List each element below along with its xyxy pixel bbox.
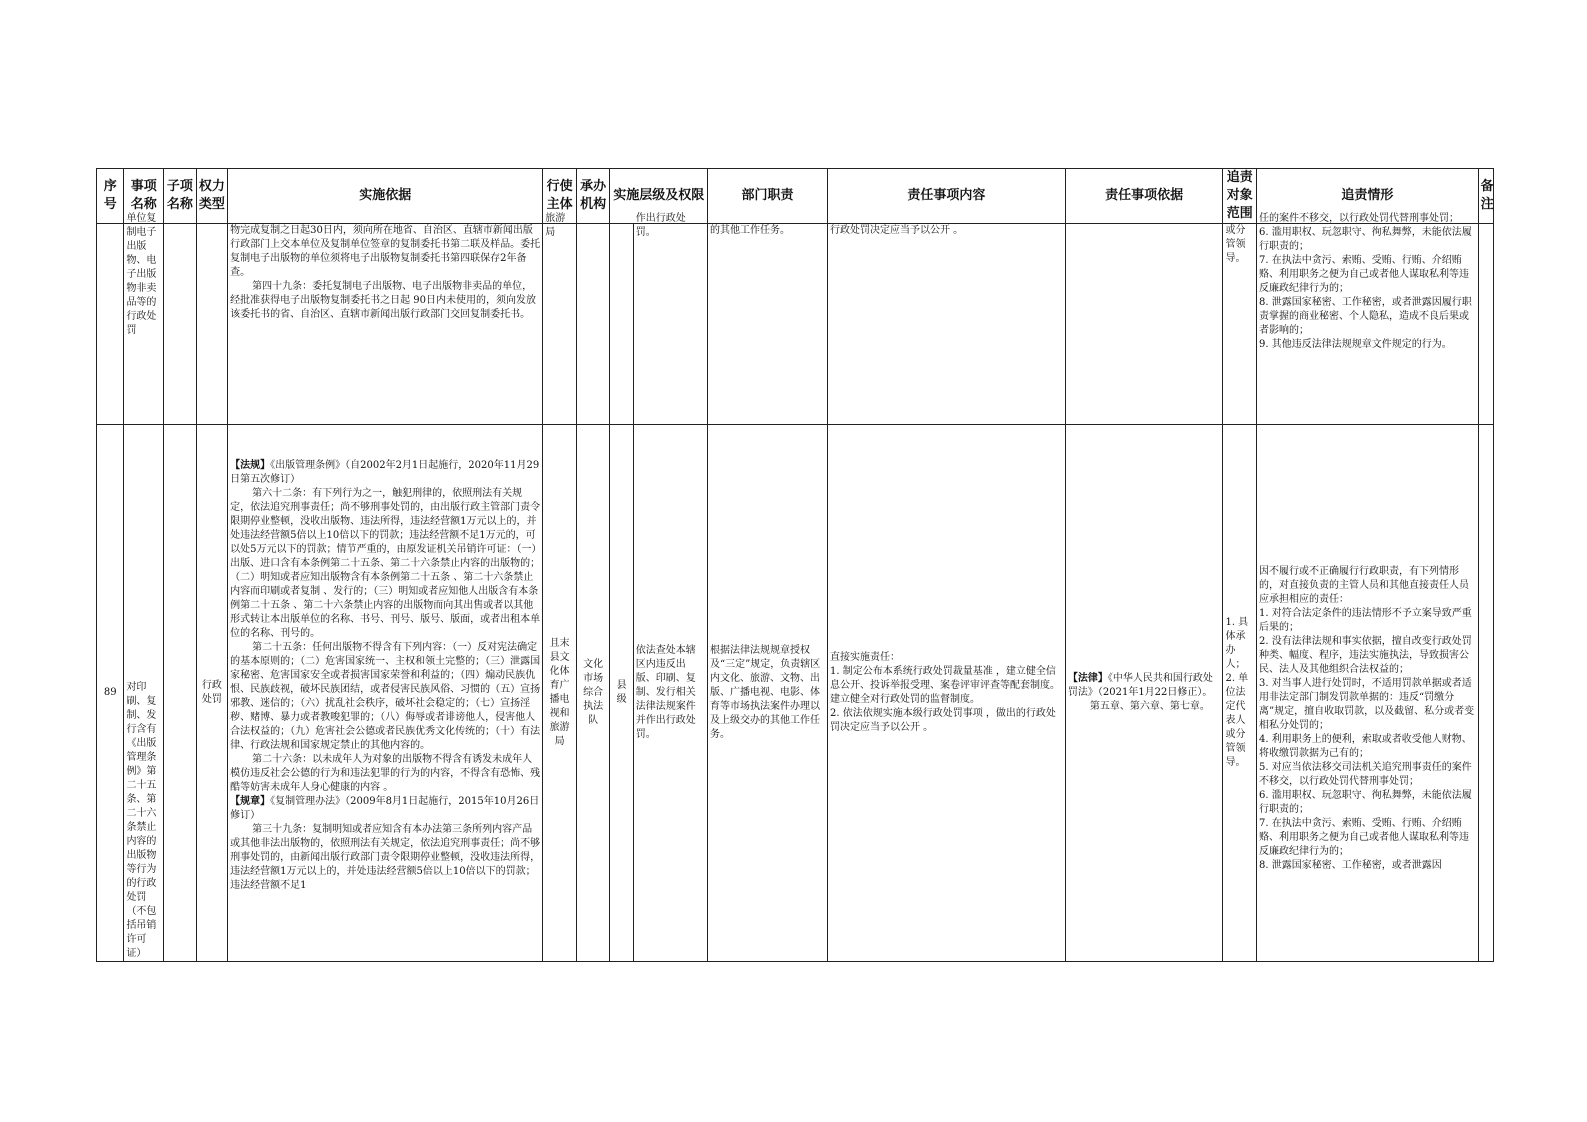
table-row (97, 425, 1494, 962)
cell-cases (1257, 425, 1479, 962)
basis-paragraph: 【法规】《出版管理条例》（自2002年2月1日起施行，2020年11月29日第五次修订） (230, 460, 540, 485)
cell-sub-item (164, 425, 197, 962)
scope-text: 或分管领导。 (1225, 225, 1246, 264)
header-basis: 实施依据 (228, 169, 543, 224)
duty-text: 根据法律法规规章授权及“三定”规定，负责辖区内文化、旅游、文物、出版、广播电视、电影、体育等市场执法案件办理以及上级交办的其他工作任务。 (710, 645, 821, 740)
cell-org (576, 224, 610, 425)
responsibility-table (96, 168, 1494, 962)
cell-item-name (124, 213, 164, 425)
cell-power-type (196, 224, 228, 425)
header-duty: 部门职责 (708, 169, 828, 224)
cell-basis (228, 224, 543, 425)
cell-duty (708, 224, 828, 425)
cell-resp (827, 224, 1065, 425)
header-cases: 追责情形 (1257, 169, 1479, 224)
basis-paragraph: 第四十九条：委托复制电子出版物、电子出版物非卖品的单位，经批准获得电子出版物复制委托书之日起 90日内未使用的，须向发放该委托书的省、自治区、直辖市新闻出版行政部门交回复制委托书。 (230, 281, 537, 320)
cell-remark (1478, 425, 1493, 962)
org-text: 文化市场综合执法队 (583, 659, 604, 726)
basis-tag: 【规章】 (230, 796, 271, 807)
header-subject: 行使主体 (543, 169, 577, 224)
basis-paragraph: 第二十五条：任何出版物不得含有下列内容：（一）反对宪法确定的基本原则的；（二）危害国家统一、主权和领土完整的；（三）泄露国家秘密、危害国家安全或者损害国家荣誉和利益的；（四）煽动民族仇恨、民族歧视，破坏民族团结，或者侵害民族风俗、习惯的（五）宣扬邪教、迷信的；（六）扰乱社会秩序，破坏社会稳定的；（七）宣扬淫秽、赌博、暴力或者教唆犯罪的；（八）侮辱或者诽谤他人，侵害他人合法权益的；（九）危害社会公德或者民族优秀文化传统的；（十）有法律、行政法规和国家规定禁止的其他内容的。 (230, 642, 541, 751)
cell-resp-basis (1065, 425, 1223, 962)
tier-text: 县级 (616, 680, 627, 705)
cell-duty (708, 425, 828, 962)
responsibility-table-sheet (96, 168, 1494, 957)
header-item-name: 事项名称 (124, 169, 164, 224)
scope-text: 1. 具体承办人； 2. 单位法定代表人或分管领导。 (1225, 617, 1249, 768)
resp-basis-tag: 【法律】 (1067, 673, 1108, 684)
header-resp: 责任事项内容 (827, 169, 1065, 224)
item-name-text: 单位复制电子出版物、电子出版物非卖品等的行政处罚 (126, 213, 157, 336)
power-type-text: 行政处罚 (201, 680, 222, 705)
table-row (97, 224, 1494, 425)
header-sub-item: 子项名称 (164, 169, 197, 224)
cell-level (633, 213, 707, 425)
cell-tier (610, 425, 633, 962)
cell-resp (827, 425, 1065, 962)
cell-level (633, 425, 707, 962)
basis-paragraph: 第三十九条：复制明知或者应知含有本办法第三条所列内容产品或其他非法出版物的，依照刑法有关规定，依法追究刑事责任；尚不够刑事处罚的，由新闻出版行政部门责令限期停业整顿，没收违法所得，违法经营额1万元以上的，并处违法经营额5倍以上10倍以下的罚款；违法经营额不足1 (230, 824, 541, 891)
cell-remark (1478, 224, 1493, 425)
cell-sub-item (164, 224, 197, 425)
basis-tag: 【法规】 (230, 460, 271, 471)
item-name-text: 对印刷、复制、发行含有《出版管理条例》第二十五条、第二十六条禁止内容的出版物等行为的行政处罚（不包括吊销许可证） (126, 682, 157, 959)
header-power-type: 权力类型 (196, 169, 228, 224)
header-scope: 追责对象范围 (1223, 169, 1257, 224)
level-text: 作出行政处罚。 (635, 213, 686, 238)
level-text: 依法查处本辖区内违反出版、印刷、复制、发行相关法律法规案件并作出行政处罚。 (635, 645, 696, 740)
cases-text: 因不履行或不正确履行行政职责，有下列情形的，对直接负责的主管人员和其他直接责任人员应承担相应的责任： 1. 对符合法定条件的违法情形不予立案导致严重后果的； 2. 没有法律法规和事实依据，擅自改变行政处罚种类、幅度、程序，违法实施执法，导致损害公民、法人及其他组织合法权益的； 3. 对当事人进行处罚时，不适用罚款单据或者适用非法定部门制发罚款单据的：违反“罚缴分离”规定，擅自收取罚款，以及截留、私分或者变相私分处罚的； 4. 利用职务上的便利，索取或者收受他人财物、将收缴罚款据为己有的； 5. 对应当依法移交司法机关追究刑事责任的案件不移交，以行政处罚代替刑事处罚； 6. 滥用职权、玩忽职守、徇私舞弊，未能依法履行职责的； 7. 在执法中贪污、索贿、受贿、行贿、介绍贿赂、利用职务之便为自己或者他人谋取私利等违反廉政纪律行为的； 8. 泄露国家秘密、工作秘密，或者泄露因 (1259, 566, 1475, 871)
resp-text: 行政处罚决定应当予以公开 。 (829, 225, 964, 236)
header-remark: 备注 (1478, 169, 1493, 224)
cell-subject (543, 425, 577, 962)
cell-resp-basis (1065, 224, 1223, 425)
cell-no (97, 425, 124, 962)
subject-text: 旅游局 (545, 213, 566, 238)
cell-scope (1223, 224, 1257, 425)
basis-paragraph: 【规章】《复制管理办法》（2009年8月1日起施行，2015年10月26日修订） (230, 796, 540, 821)
basis-paragraph: 第二十六条：以未成年人为对象的出版物不得含有诱发未成年人模仿违反社会公德的行为和违法犯罪的行为的内容，不得含有恐怖、残酷等妨害未成年人身心健康的内容 。 (230, 754, 541, 793)
cell-scope (1223, 425, 1257, 962)
cell-tier (610, 224, 633, 425)
cell-subject (543, 213, 577, 425)
resp-text: 直接实施责任： 1. 制定公布本系统行政处罚裁量基准 ，建立健全信息公开、投诉举报受理、案卷评审评查等配套制度。建立健全对行政处罚的监督制度。 2. 依法依规实施本级行政处罚事项 ，做出的行政处罚决定应当予以公开 。 (829, 652, 1060, 733)
resp-basis-paragraph: 【法律】《中华人民共和国行政处罚法》（2021年1月22日修正）。 (1067, 673, 1213, 698)
basis-paragraph: 第六十二条：有下列行为之一，触犯刑律的，依照刑法有关规定，依法追究刑事责任；尚不够刑事处罚的，由出版行政主管部门责令限期停业整顿，没收出版物、违法所得，违法经营额1万元以上的，并处违法经营额5倍以上10倍以下的罚款；违法经营额不足1万元的，可以处5万元以下的罚款；情节严重的，由原发证机关吊销许可证：（一）出版、进口含有本条例第二十五条、第二十六条禁止内容的出版物的；（二）明知或者应知出版物含有本条例第二十五条 、第二十六条禁止内容而印刷或者复制 、发行的；（三）明知或者应知他人出版含有本条例第二十五条 、第二十六条禁止内容的出版物而向其出售或者以其他形式转让本出版单位的名称、书号、刊号、版号、版面，或者出租本单位的名称、刊号的。 (230, 488, 541, 639)
header-level: 实施层级及权限 (610, 169, 708, 224)
resp-basis-paragraph: 第五章、第六章、第七章。 (1089, 701, 1210, 712)
header-resp-basis: 责任事项依据 (1065, 169, 1223, 224)
header-no: 序号 (97, 169, 124, 224)
cell-no (97, 224, 124, 425)
header-org: 承办机构 (576, 169, 610, 224)
basis-paragraph: 物完成复制之日起30日内，须向所在地省、自治区、直辖市新闻出版行政部门上交本单位及复制单位签章的复制委托书第二联及样品。委托复制电子出版物的单位须将电子出版物复制委托书第四联保存2年备查。 (230, 225, 541, 278)
cell-power-type (196, 425, 228, 962)
cell-item-name (124, 425, 164, 962)
subject-text: 且末县文化体育广播电视和旅游局 (549, 638, 570, 747)
cell-basis (228, 425, 543, 962)
cell-org (576, 425, 610, 962)
duty-text: 的其他工作任务。 (710, 225, 790, 236)
row-number: 89 (103, 687, 117, 698)
cell-cases (1257, 213, 1479, 425)
cases-text: 任的案件不移交，以行政处罚代替刑事处罚； 6. 滥用职权、玩忽职守、徇私舞弊，未能依法履行职责的； 7. 在执法中贪污、索贿、受贿、行贿、介绍贿赂、利用职务之便为自己或者他人谋取私利等违反廉政纪律行为的； 8. 泄露国家秘密、工作秘密，或者泄露因履行职责掌握的商业秘密、个人隐私，造成不良后果或者影响的； 9. 其他违反法律法规规章文件规定的行为。 (1259, 213, 1472, 350)
